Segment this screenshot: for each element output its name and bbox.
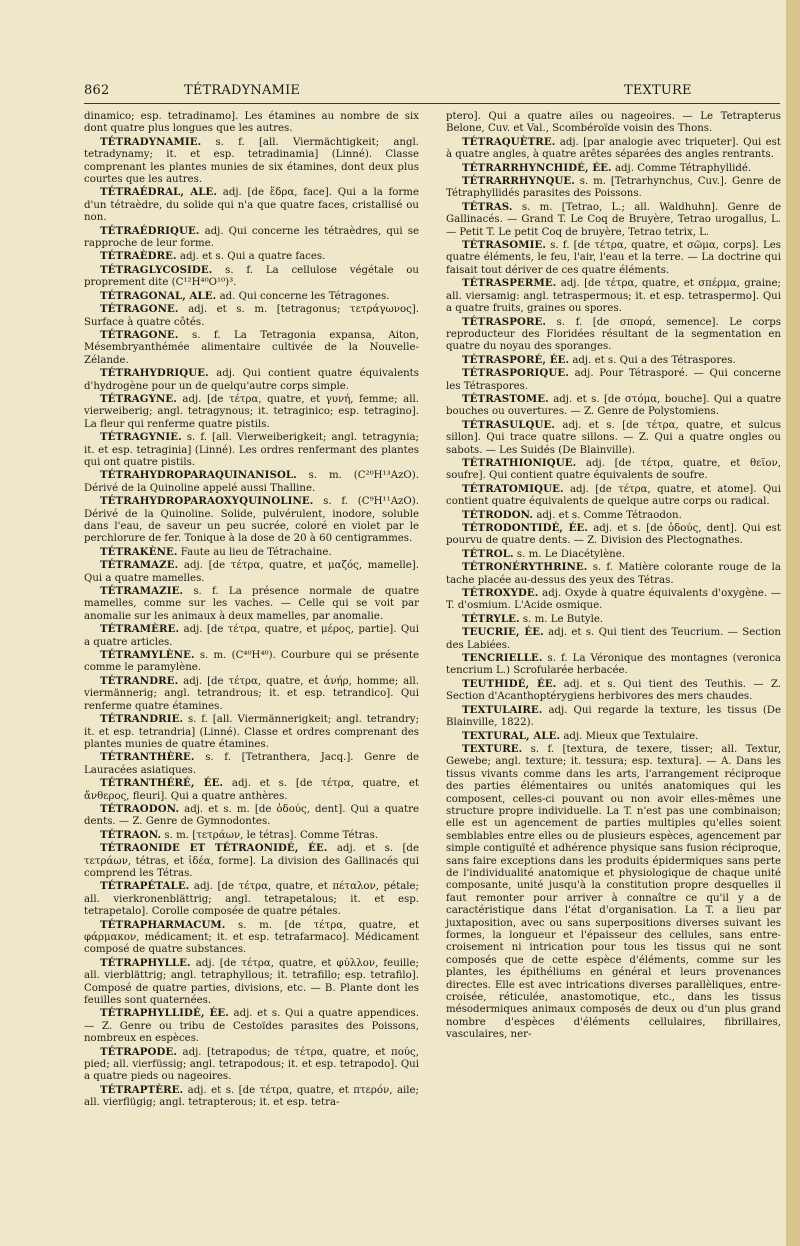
running-header [66,83,770,103]
entry-definition: adj. [de τέτρα, quatre, et μέρος, partie]. Qui a quatre articles. [84,624,419,648]
entry-headword: TÉTRASOMIE. [462,239,546,252]
entry-headword: TÉTRATOMIQUE. [462,482,564,495]
dictionary-entry [446,316,781,354]
entry-definition: adj. et s. Comme Tétraodon. [533,509,682,521]
entry-definition: adj. et s. Qui tient des Teuthis. — Z. Section d'Acanthoptérygiens herbivores des mers chaudes. [446,678,781,703]
entry-headword: TÉTRAGONE. [100,328,179,341]
dictionary-entry [84,186,419,224]
entry-definition: dinamico; esp. tetradinamo]. Les étamines au nombre de six dont quatre plus longues que les autres. [84,111,419,135]
dictionary-entry [446,730,781,743]
entry-definition: adj. [de τέτρα, quatre, et φύλλον, feuille; all. vierblättrig; angl. tetraphyllous; it. tetrafillo; esp. tetrafilo]. Composé de quatre parties, divisions, etc. — B. Plante dont les feuilles sont quaternées. [84,957,419,1007]
dictionary-entry [446,587,781,613]
entry-definition: s. m. [de τέτρα, quatre, et φάρμακον, médicament; it. et esp. tetrafarmaco]. Médicament composé de quatre substances. [84,919,419,956]
entry-headword: TENCRIELLE. [462,652,543,665]
entry-headword: TÉTROXYDE. [462,587,539,600]
entry-definition: s. f. [all. Viermännerigkeit; angl. tetrandry; it. et esp. tetrandria] (Linné). Classe et ordres comprenant des plantes munies de quatre étamines. [84,714,419,750]
entry-headword: TÉTRODON. [462,508,534,521]
entry-headword: TÉTRANTHÈRE. [100,751,195,764]
entry-headword: TÉTRAODON. [100,802,180,815]
entry-headword: TÉTRAPHYLLIDÉ, ÉE. [100,1007,229,1020]
entry-headword: TÉTRASTOME. [462,392,549,405]
entry-headword: TÉTRANDRE. [100,674,179,687]
entry-headword: TÉTRANDRIE. [100,713,184,726]
entry-definition: ad. Qui concerne les Tétragones. [216,290,390,302]
dictionary-entry [84,751,419,777]
entry-definition: adj. et s. [de τέτρα, quatre, et πτερόν, aile; all. vierflügig; angl. tetrapterous; it. et esp. tetra- [84,1084,419,1109]
entry-definition: adj. et s. m. [de ὀδούς, dent]. Qui a quatre dents. — Z. Genre de Gymnodontes. [84,803,419,828]
entry-headword: TÉTRAÉDRIQUE. [100,224,200,237]
dictionary-entry [446,393,781,419]
entry-definition: adj. [de τέτρα, quatre, et atome]. Qui contient quatre équivalents de quelque autre corps ou radical. [446,483,781,508]
dictionary-entry [446,162,781,175]
entry-definition: adj. et s. Qui a des Tétraspores. [569,354,736,366]
entry-definition: adj. [de τέτρα, quatre, et μαζός, mamelle]. Qui a quatre mamelles. [84,560,419,584]
dictionary-entry [84,623,419,649]
entry-headword: TEUCRIE, ÉE. [462,626,544,639]
dictionary-entry [84,329,419,367]
dictionary-entry [84,469,419,495]
dictionary-entry [446,201,781,239]
entry-definition: adj. [de τέτρα, quatre, et πέταλον, pétale; all. vierkronenblättrig; angl. tetrapetalous; it. et esp. tetrapetalo]. Corolle composée de quatre pétales. [84,881,419,918]
entry-definition: adj. [de τέτρα, quatre, et γυνή, femme; all. vierweiberig; angl. tetragynous; it. tetraginico; esp. tetragino]. La fleur qui renferme quatre pistils. [84,393,419,430]
entry-definition: Faute au lieu de Tétrachaine. [177,546,332,558]
dictionary-entry [84,777,419,803]
entry-definition: s. f. [de σπορά, semence]. Le corps reproducteur des Floridées résultant de la segmentation en quatre du noyau des sporanges. [446,316,781,353]
dictionary-entry [84,303,419,329]
dictionary-entry [446,613,781,626]
dictionary-entry [84,803,419,829]
entry-headword: TEXTURE. [462,742,523,755]
entry-definition: adj. et s. [de ὀδούς, dent]. Qui est pourvu de quatre dents. — Z. Division des Plectognathes. [446,523,781,547]
dictionary-entry [84,250,419,263]
entry-headword: TÉTRANTHÉRÉ, ÉE. [100,777,224,790]
entry-headword: TÉTRAMÈRE. [100,623,180,636]
dictionary-entry [84,649,419,675]
entry-definition: adj. [par analogie avec triqueter]. Qui est à quatre angles, à quatre arêtes séparées des angles rentrants. [446,136,781,161]
entry-headword: TÉTRAGYNIE. [100,431,182,444]
dictionary-entry [84,957,419,1008]
entry-headword: TÉTRAPHARMACUM. [100,918,226,931]
dictionary-entry [446,548,781,561]
entry-headword: TÉTRATHIONIQUE. [462,456,577,469]
entry-definition: s. f. La présence normale de quatre mamelles, comme sur les vaches. — Celle qui se voit par anomalie sur les animaux à deux mamelles, par anomalie. [84,586,419,622]
dictionary-entry [446,522,781,548]
entry-definition: adj. [de τέτρα, quatre, et θεῖον, soufre]. Qui contient quatre équivalents de soufre. [446,457,781,482]
entry-definition: adj. Qui concerne les tétraèdres, qui se rapproche de leur forme. [84,225,419,250]
entry-headword: TÉTRAMAZE. [100,559,179,572]
dictionary-entry [446,704,781,730]
dictionary-entry [446,354,781,367]
entry-headword: TÉTRAHYDRIQUE. [100,367,209,380]
entry-headword: TÉTRAPTÈRE. [100,1083,184,1096]
dictionary-entry [84,431,419,469]
dictionary-entry [84,393,419,431]
entry-definition: adj. et s. [de τετράων, tétras, et ἰδέα, forme]. La division des Gallinacés qui comprend les Tétras. [84,843,419,879]
entry-headword: TÉTROL. [462,547,514,560]
entry-headword: TÉTRADYNAMIE. [100,135,202,148]
dictionary-entry [84,264,419,290]
dictionary-entry [84,585,419,623]
entry-headword: TÉTRAGLYCOSIDE. [100,263,213,276]
entry-headword: TÉTRARRHYNQUE. [462,175,575,188]
dictionary-entry [84,713,419,751]
dictionary-entry [446,239,781,277]
entry-definition: s. f. Matière colorante rouge de la tache placée au-dessus des yeux des Tétras. [446,562,781,586]
dictionary-entry [84,546,419,559]
dictionary-entry [446,175,781,201]
entry-definition: s. m. [Tetrarhynchus, Cuv.]. Genre de Tétraphyllidés parasites des Poissons. [446,176,781,200]
entry-definition: adj. Oxyde à quatre équivalents d'oxygène. — T. d'osmium. L'Acide osmique. [446,588,781,612]
entry-headword: TÉTRODONTIDÉ, ÉE. [462,522,589,534]
dictionary-entry [84,559,419,585]
entry-definition: s. m. [Tetrao, L.; all. Waldhuhn]. Genre de Gallinacés. — Grand T. Le Coq de Bruyère, Tetrao urogallus, L. — Petit T. Le petit Coq de bruyère, Tetrao tetrix, L. [446,201,781,238]
dictionary-entry [84,842,419,880]
dictionary-entry [84,675,419,713]
entry-headword: TÉTRAPODE. [100,1045,177,1058]
entry-headword: TÉTRAPHYLLE. [100,956,191,969]
dictionary-entry [84,367,419,393]
dictionary-entry [84,111,419,136]
entry-definition: adj. Qui regarde la texture, les tissus (De Blainville, 1822). [446,704,781,729]
dictionary-entry [446,626,781,652]
dictionary-entry [446,652,781,678]
dictionary-entry [446,277,781,315]
entry-headword: TEXTURAL, ALE. [462,729,561,742]
dictionary-entry [446,111,781,136]
entry-definition: adj. [de τέτρα, quatre, et σπέρμα, graine; all. viersamig: angl. tetraspermous; it. et esp. tetraspermo]. Qui a quatre fruits, graines ou spores. [446,278,781,315]
dictionary-entry [446,743,781,1042]
left-column [84,111,419,1110]
dictionary-entry [446,136,781,162]
entry-definition: s. f. La Véronique des montagnes (veronica tencrium L.) Scrofularée herbacée. [446,653,781,677]
entry-definition: adj. Mieux que Textulaire. [560,730,699,742]
dictionary-entry [84,880,419,918]
dictionary-entry [446,419,781,457]
dictionary-entry [84,829,419,842]
entry-headword: TÉTRAHYDROPARAQUINANISOL. [100,469,297,482]
entry-definition: s. f. [de τέτρα, quatre, et σῶμα, corps]. Les quatre éléments, le feu, l'air, l'eau et la terre. — La doctrine qui faisait tout dériver de ces quatre éléments. [446,240,781,276]
entry-definition: adj. et s. [de στόμα, bouche]. Qui a quatre bouches ou ouvertures. — Z. Genre de Polystomiens. [446,393,781,418]
entry-headword: TÉTRAS. [462,200,513,213]
entry-definition: s. f. (C⁹H¹¹AzO). Dérivé de la Quinoline. Solide, pulvérulent, inodore, soluble dans l'eau, de saveur un peu sucrée, coloré en violet par le perchlorure de fer. Tonique à la dose de 20 à 60 centigrammes. [84,496,419,545]
entry-headword: TÉTRAKÈNE. [100,545,178,558]
header-rule [84,103,780,104]
dictionary-entry [84,136,419,187]
dictionary-entry [84,1046,419,1084]
page-edge-stripe [786,0,800,1246]
page-number: 862 [84,83,110,98]
entry-headword: TÉTRAONIDE ET TÉTRAONIDÉ, ÉE. [100,842,328,855]
entry-definition: adj. [de τέτρα, quatre, et ἀνήρ, homme; all. viermännerig; angl. tetrandrous; it. et esp. tetrandico]. Qui renferme quatre étamines. [84,675,419,712]
entry-headword: TÉTRAMAZIE. [100,585,184,598]
entry-definition: adj. et s. Qui a quatre appendices. — Z. Genre ou tribu de Cestoïdes parasites des Poissons, nombreux en espèces. [84,1008,419,1045]
entry-headword: TÉTRAÉDRAL, ALE. [100,186,218,199]
entry-definition: ptero]. Qui a quatre ailes ou nageoires. — Le Tetrapterus Belone, Cuv. et Val., Scombéroïde voisin des Thons. [446,111,781,135]
entry-definition: s. f. La cellulose végétale ou proprement dite (C¹²H⁴⁰O¹⁰)³. [84,264,419,289]
entry-definition: adj. [de ἕδρα, face]. Qui a la forme d'un tétraèdre, du solide qui n'a que quatre faces, cristallisé ou non. [84,187,419,224]
entry-definition: s. f. [Tetranthera, Jacq.]. Genre de Lauracées asiatiques. [84,752,419,776]
entry-headword: TÉTRAGONAL, ALE. [100,289,217,302]
entry-definition: adj. Qui contient quatre équivalents d'hydrogène pour un de quelqu'autre corps simple. [84,368,419,392]
dictionary-entry [84,495,419,546]
entry-headword: TÉTRAQUÈTRE. [462,135,556,148]
dictionary-entry [446,561,781,587]
entry-definition: adj. et s. Qui a quatre faces. [176,251,326,263]
entry-headword: TÉTRASULQUE. [462,418,555,431]
entry-headword: TÉTRAHYDROPARAOXYQUINOLINE. [100,495,314,508]
dictionary-entry [446,509,781,522]
entry-headword: TÉTRAGYNE. [100,392,177,405]
entry-headword: TÉTRASPORIQUE. [462,367,569,380]
entry-definition: adj. et s. [de τέτρα, quatre, et ἄνθερος, fleuri]. Qui a quatre anthères. [84,778,419,802]
entry-headword: TÉTRASPERME. [462,277,557,290]
dictionary-entry [446,457,781,483]
right-running-title: TEXTURE [624,83,692,98]
dictionary-entry [84,1084,419,1110]
entry-headword: TÉTRASPORE. [462,315,547,328]
entry-definition: adj. et s. m. [tetragonus; τετράγωνος]. Surface à quatre côtés. [84,304,419,328]
right-column [446,111,781,1042]
entry-headword: TÉTRYLE. [462,612,520,625]
entry-definition: s. f. [textura, de texere, tisser; all. Textur, Gewebe; angl. texture; it. tessura; esp. textura]. — A. Dans les tissus vivants comme dans les arts, l'arrangement réciproque des parties élémentaires ou unités anatomiques qui les composent, celles-ci pouvant ou non avoir elles-mêmes une structure propre individuelle. La T. n'est pas une combinaison; elle est un agencement de parties multiples qu'elles soient semblables entre elles ou de plusieurs espèces, agencement par simple contiguïté et adhérence physique sans fusion réciproque, sans faire exceptions dans les produits épidermiques sans perte de l'individualité anatomique et physiologique de chaque unité composante, unité jusqu'à la constitution propre desquelles il faut remonter pour arriver à connaître ce qu'il y a de caractéristique dans l'état d'organisation. La T. a lieu par juxtaposition, avec ou sans superpositions diverses suivant les formes, la longueur et l'épaisseur des cellules, sans entre-croisement ni intrication pour tous les tissus qui ne sont composés que de cette espèce d'éléments, comme sur les plantes, les épithéliums en général et leurs provenances directes. Elle est avec intrications diverses parallèliques, entre-croisée, réticulée, anastomotique, etc., dans les tissus mésodermiques animaux composés de deux ou d'un plus grand nombre d'espèces d'éléments cellulaires, fibrillaires, vasculaires, ner- [446,743,781,1041]
entry-definition: s. f. La Tetragonia expansa, Aiton, Mésembryanthémée alimentaire cultivée de la Nouvelle-Zélande. [84,329,419,366]
dictionary-entry [84,290,419,303]
dictionary-entry [84,1007,419,1045]
entry-headword: TÉTRAON. [100,828,162,841]
entry-definition: s. m. (C²⁰H¹³AzO). Dérivé de la Quinoline appelé aussi Thalline. [84,470,419,494]
entry-definition: s. m. [τετράων, le tétras]. Comme Tétras. [161,829,379,841]
left-running-title: TÉTRADYNAMIE [184,83,301,98]
entry-headword: TÉTRAGONE. [100,303,179,316]
entry-headword: TÉTRAMYLÈNE. [100,649,195,662]
entry-headword: TÉTRAÈDRE. [100,250,177,263]
entry-headword: TÉTRONÉRYTHRINE. [462,561,588,574]
entry-definition: s. f. [all. Vierweiberigkeit; angl. tetragynia; it. et esp. tetraginia] (Linné). Les ordres renfermant des plantes qui ont quatre pistils. [84,432,419,468]
entry-headword: TEXTULAIRE. [462,703,543,716]
entry-definition: adj. [tetrapodus; de τέτρα, quatre, et πούς, pied; all. vierfüssig; angl. tetrapodous; it. et esp. tetrapodo]. Qui a quatre pieds ou nageoires. [84,1046,419,1083]
entry-definition: adj. et s. [de τέτρα, quatre, et sulcus sillon]. Qui trace quatre sillons. — Z. Qui a quatre ongles ou sabots. — Les Suidés (De Blainville). [446,419,781,456]
dictionary-entry [446,483,781,509]
dictionary-entry [84,919,419,957]
entry-headword: TEUTHIDÉ, ÉE. [462,677,557,690]
entry-definition: adj. et s. Qui tient des Teucrium. — Section des Labiées. [446,627,781,651]
entry-definition: adj. Comme Tétraphyllidé. [611,162,752,174]
dictionary-entry [446,367,781,393]
entry-headword: TÉTRAPÉTALE. [100,880,190,893]
entry-definition: s. m. Le Butyle. [519,613,604,625]
dictionary-entry [84,225,419,251]
entry-definition: adj. Pour Tétrasporé. — Qui concerne les Tétraspores. [446,368,781,392]
dictionary-entry [446,678,781,704]
entry-definition: s. m. Le Diacétylène. [513,548,625,560]
entry-headword: TÉTRARRHYNCHIDÉ, ÉE. [462,161,612,174]
entry-headword: TÉTRASPORÉ, ÉE. [462,353,570,366]
entry-definition: s. f. [all. Viermächtigkeit; angl. tetradynamy; it. et esp. tetradinamia] (Linné). Classe comprenant les plantes munies de six étamines, dont deux plus courtes que les autres. [84,136,419,186]
entry-definition: s. m. (C⁴⁰H⁴⁰). Courbure qui se présente comme le paramylène. [84,650,419,674]
